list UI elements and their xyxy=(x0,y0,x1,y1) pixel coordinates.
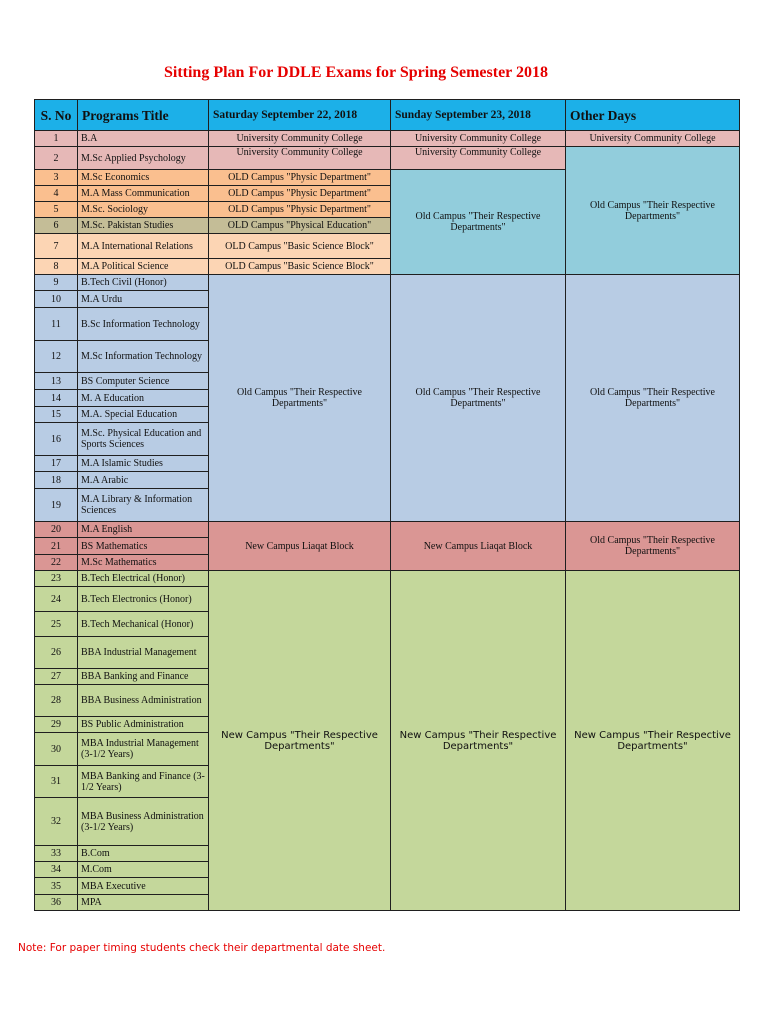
saturday-venue: OLD Campus "Physical Education" xyxy=(209,218,391,234)
table-row xyxy=(35,275,740,291)
table-header-row xyxy=(35,100,740,131)
program-cell: M.A Arabic xyxy=(78,472,209,489)
sno-cell: 16 xyxy=(35,423,78,456)
sitting-plan-table xyxy=(34,99,740,911)
saturday-venue: OLD Campus "Physic Department" xyxy=(209,186,391,202)
program-cell: M.Sc Economics xyxy=(78,170,209,186)
sno-cell: 36 xyxy=(35,895,78,911)
page-title: Sitting Plan For DDLE Exams for Spring Semester 2018 xyxy=(163,64,548,81)
sno-cell: 20 xyxy=(35,522,78,538)
sno-cell: 18 xyxy=(35,472,78,489)
program-cell: BBA Business Administration xyxy=(78,685,209,717)
header-sno: S. No xyxy=(35,100,78,131)
program-cell: MBA Executive xyxy=(78,878,209,895)
sno-cell: 26 xyxy=(35,637,78,669)
sno-cell: 19 xyxy=(35,489,78,522)
sno-cell: 23 xyxy=(35,571,78,587)
sno-cell: 10 xyxy=(35,291,78,308)
saturday-venue: OLD Campus "Physic Department" xyxy=(209,170,391,186)
other-days-venue: University Community College xyxy=(566,131,740,147)
sno-cell: 35 xyxy=(35,878,78,895)
sno-cell: 32 xyxy=(35,798,78,846)
program-cell: BS Public Administration xyxy=(78,717,209,733)
sno-cell: 21 xyxy=(35,538,78,555)
sno-cell: 7 xyxy=(35,234,78,259)
saturday-venue: Old Campus "Their Respective Departments" xyxy=(209,275,391,522)
program-cell: B.A xyxy=(78,131,209,147)
program-cell: M.A Islamic Studies xyxy=(78,456,209,472)
sunday-venue: New Campus Liaqat Block xyxy=(391,522,566,571)
saturday-venue: New Campus Liaqat Block xyxy=(209,522,391,571)
sunday-venue: New Campus "Their Respective Departments" xyxy=(391,571,566,911)
sno-cell: 12 xyxy=(35,341,78,373)
sno-cell: 27 xyxy=(35,669,78,685)
other-days-venue: Old Campus "Their Respective Departments" xyxy=(566,275,740,522)
sno-cell: 31 xyxy=(35,766,78,798)
program-cell: M.Sc Mathematics xyxy=(78,555,209,571)
program-cell: M.Sc. Sociology xyxy=(78,202,209,218)
program-cell: B.Sc Information Technology xyxy=(78,308,209,341)
sno-cell: 14 xyxy=(35,390,78,407)
sno-cell: 28 xyxy=(35,685,78,717)
table-row xyxy=(35,131,740,147)
saturday-venue: OLD Campus "Basic Science Block" xyxy=(209,259,391,275)
sno-cell: 25 xyxy=(35,612,78,637)
sno-cell: 34 xyxy=(35,862,78,878)
program-cell: M.A International Relations xyxy=(78,234,209,259)
program-cell: BS Mathematics xyxy=(78,538,209,555)
sno-cell: 13 xyxy=(35,373,78,390)
other-days-venue: New Campus "Their Respective Departments" xyxy=(566,571,740,911)
program-cell: M.A Library & Information Sciences xyxy=(78,489,209,522)
program-cell: M.A Political Science xyxy=(78,259,209,275)
sno-cell: 24 xyxy=(35,587,78,612)
footnote: Note: For paper timing students check their departmental date sheet. xyxy=(18,942,386,954)
table-row xyxy=(35,571,740,587)
sno-cell: 8 xyxy=(35,259,78,275)
saturday-venue: University Community College xyxy=(209,131,391,147)
sno-cell: 1 xyxy=(35,131,78,147)
program-cell: MPA xyxy=(78,895,209,911)
program-cell: BBA Industrial Management xyxy=(78,637,209,669)
sno-cell: 6 xyxy=(35,218,78,234)
program-cell: M.Sc. Physical Education and Sports Sciences xyxy=(78,423,209,456)
program-cell: M.A Mass Communication xyxy=(78,186,209,202)
sno-cell: 5 xyxy=(35,202,78,218)
program-cell: M.Sc. Pakistan Studies xyxy=(78,218,209,234)
program-cell: M.Com xyxy=(78,862,209,878)
program-cell: MBA Banking and Finance (3-1/2 Years) xyxy=(78,766,209,798)
program-cell: B.Tech Electrical (Honor) xyxy=(78,571,209,587)
sno-cell: 33 xyxy=(35,846,78,862)
saturday-venue: University Community College xyxy=(209,147,391,170)
program-cell: M.A Urdu xyxy=(78,291,209,308)
sno-cell: 9 xyxy=(35,275,78,291)
program-cell: B.Tech Electronics (Honor) xyxy=(78,587,209,612)
program-cell: B.Tech Mechanical (Honor) xyxy=(78,612,209,637)
header-other-days: Other Days xyxy=(566,100,740,131)
program-cell: M.A. Special Education xyxy=(78,407,209,423)
sunday-venue: Old Campus "Their Respective Departments" xyxy=(391,170,566,275)
program-cell: BBA Banking and Finance xyxy=(78,669,209,685)
program-cell: BS Computer Science xyxy=(78,373,209,390)
saturday-venue: New Campus "Their Respective Departments" xyxy=(209,571,391,911)
other-days-venue: Old Campus "Their Respective Departments" xyxy=(566,147,740,275)
sno-cell: 17 xyxy=(35,456,78,472)
sno-cell: 30 xyxy=(35,733,78,766)
sno-cell: 15 xyxy=(35,407,78,423)
sno-cell: 11 xyxy=(35,308,78,341)
program-cell: B.Com xyxy=(78,846,209,862)
table-row xyxy=(35,147,740,170)
header-saturday: Saturday September 22, 2018 xyxy=(209,100,391,131)
program-cell: M. A Education xyxy=(78,390,209,407)
sno-cell: 22 xyxy=(35,555,78,571)
saturday-venue: OLD Campus "Physic Department" xyxy=(209,202,391,218)
sunday-venue: University Community College xyxy=(391,131,566,147)
sno-cell: 2 xyxy=(35,147,78,170)
sno-cell: 4 xyxy=(35,186,78,202)
program-cell: M.Sc Information Technology xyxy=(78,341,209,373)
program-cell: M.A English xyxy=(78,522,209,538)
sunday-venue: Old Campus "Their Respective Departments" xyxy=(391,275,566,522)
program-cell: MBA Business Administration (3-1/2 Years) xyxy=(78,798,209,846)
sno-cell: 3 xyxy=(35,170,78,186)
program-cell: B.Tech Civil (Honor) xyxy=(78,275,209,291)
sunday-venue: University Community College xyxy=(391,147,566,170)
sno-cell: 29 xyxy=(35,717,78,733)
header-sunday: Sunday September 23, 2018 xyxy=(391,100,566,131)
other-days-venue: Old Campus "Their Respective Departments" xyxy=(566,522,740,571)
table-row xyxy=(35,522,740,538)
program-cell: M.Sc Applied Psychology xyxy=(78,147,209,170)
program-cell: MBA Industrial Management (3-1/2 Years) xyxy=(78,733,209,766)
header-program: Programs Title xyxy=(78,100,209,131)
saturday-venue: OLD Campus "Basic Science Block" xyxy=(209,234,391,259)
